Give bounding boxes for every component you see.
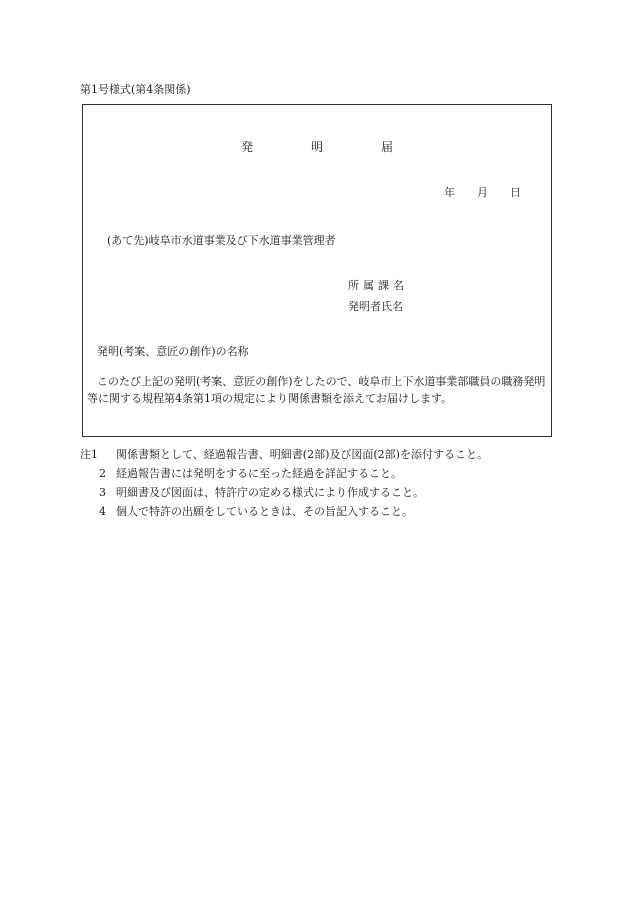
month-label: 月	[477, 186, 488, 199]
invention-name-label: 発明(考案、意匠の創作)の名称	[97, 345, 249, 358]
year-label: 年	[444, 186, 455, 199]
notes-list	[80, 445, 560, 521]
note-text: 個人で特許の出願をしているときは、その旨記入すること。	[116, 505, 413, 518]
note-text: 経過報告書には発明をするに至った経過を詳記すること。	[116, 467, 402, 480]
note-label: 注1	[80, 448, 98, 461]
note-item	[80, 502, 560, 521]
addressee: (あて先)岐阜市水道事業及び下水道事業管理者	[107, 234, 336, 247]
form-title	[83, 138, 551, 155]
note-text: 明細書及び図面は、特許庁の定める様式により作成すること。	[116, 486, 424, 499]
note-label: 4	[99, 505, 106, 518]
title-char: 届	[381, 140, 394, 154]
inventor-name-label: 発明者氏名	[348, 300, 403, 313]
invention-report-form	[82, 104, 552, 437]
department-label: 所属課名	[348, 279, 408, 292]
day-label: 日	[510, 186, 521, 199]
note-item	[80, 445, 560, 464]
title-char: 発	[240, 140, 253, 154]
note-item	[80, 464, 560, 483]
note-label: 2	[99, 467, 106, 480]
note-label: 3	[99, 486, 106, 499]
title-char: 明	[310, 140, 323, 154]
declaration-text: このたび上記の発明(考案、意匠の創作)をしたので、岐阜市上下水道事業部職員の職務発明等に関する規程第4条第1項の規定により関係書類を添えてお届けします。	[87, 375, 546, 405]
note-item	[80, 483, 560, 502]
date-line	[444, 184, 521, 200]
note-text: 関係書類として、経過報告書、明細書(2部)及び図面(2部)を添付すること。	[116, 448, 488, 461]
form-number: 第1号様式(第4条関係)	[80, 83, 191, 96]
